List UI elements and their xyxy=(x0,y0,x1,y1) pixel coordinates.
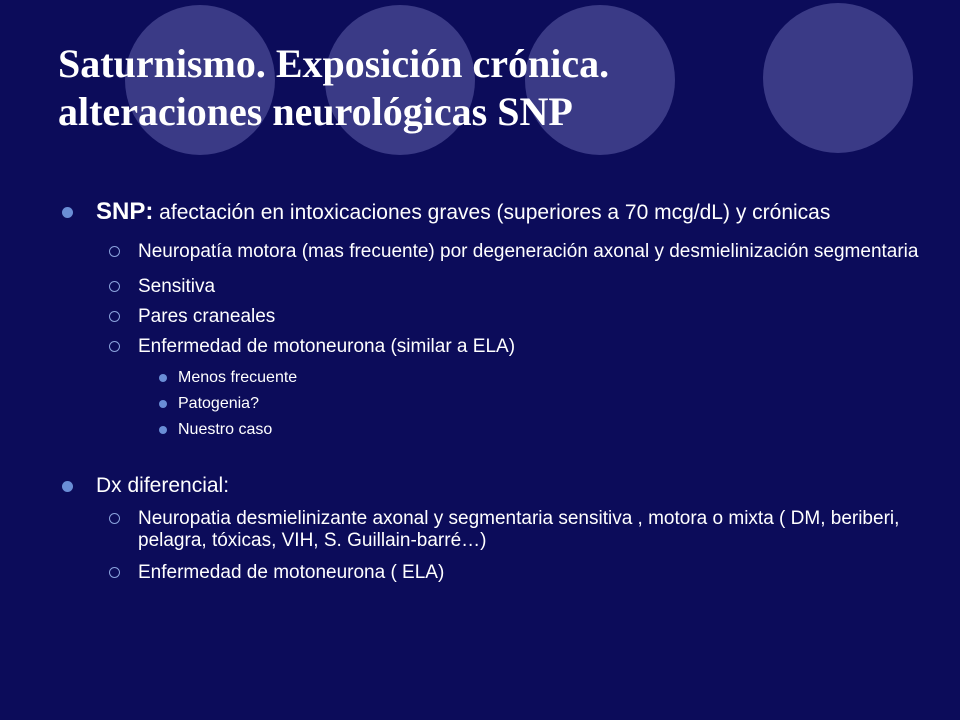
bullet-dx-text: Dx diferencial: xyxy=(96,474,230,497)
ring-bullet xyxy=(109,311,120,322)
bullet-dot xyxy=(159,374,167,382)
subitem-text: Neuropatía motora (mas frecuente) por degeneración axonal y desmielinización segmentaria xyxy=(138,241,919,262)
subitem-text: Enfermedad de motoneurona (similar a ELA) xyxy=(138,336,516,357)
title-line-1: Saturnismo. Exposición crónica. xyxy=(58,41,610,86)
subitem-text: Enfermedad de motoneurona ( ELA) xyxy=(138,562,445,583)
slide-content xyxy=(60,200,920,584)
ela-subitem-nuestro-caso xyxy=(60,420,920,440)
snp-subitem-pares-craneales xyxy=(60,306,920,328)
ring-bullet xyxy=(109,246,120,257)
subitem-text: Menos frecuente xyxy=(178,369,298,386)
bullet-dot xyxy=(62,207,73,218)
bullet-snp-head: SNP: xyxy=(96,198,154,225)
snp-subitem-neuropatia-motora xyxy=(60,241,920,263)
bullet-dot xyxy=(159,400,167,408)
bullet-dx-diferencial xyxy=(60,474,920,498)
ring-bullet xyxy=(109,567,120,578)
subitem-text: Patogenia? xyxy=(178,395,259,412)
ring-bullet xyxy=(109,513,120,524)
subitem-text: Nuestro caso xyxy=(178,421,273,438)
ela-subitem-patogenia xyxy=(60,394,920,414)
ela-subitem-menos-frecuente xyxy=(60,368,920,388)
bullet-dot xyxy=(62,481,73,492)
subitem-text: Sensitiva xyxy=(138,276,216,297)
dx-subitem-motoneurona xyxy=(60,562,920,584)
ring-bullet xyxy=(109,281,120,292)
subitem-text: Neuropatia desmielinizante axonal y segmentaria sensitiva , motora o mixta ( DM, beriberi, pelagra, tóxicas, VIH, S. Guillain-barré…) xyxy=(138,508,900,551)
title-line-2: alteraciones neurológicas SNP xyxy=(58,89,573,134)
ring-bullet xyxy=(109,341,120,352)
bullet-snp-text: afectación en intoxicaciones graves (superiores a 70 mcg/dL) y crónicas xyxy=(153,201,831,224)
dx-subitem-neuropatia xyxy=(60,508,920,552)
snp-subitem-sensitiva xyxy=(60,276,920,298)
bullet-snp xyxy=(60,200,920,225)
snp-subitem-motoneurona xyxy=(60,336,920,358)
bullet-dot xyxy=(159,426,167,434)
subitem-text: Pares craneales xyxy=(138,306,276,327)
slide-title xyxy=(58,40,918,136)
